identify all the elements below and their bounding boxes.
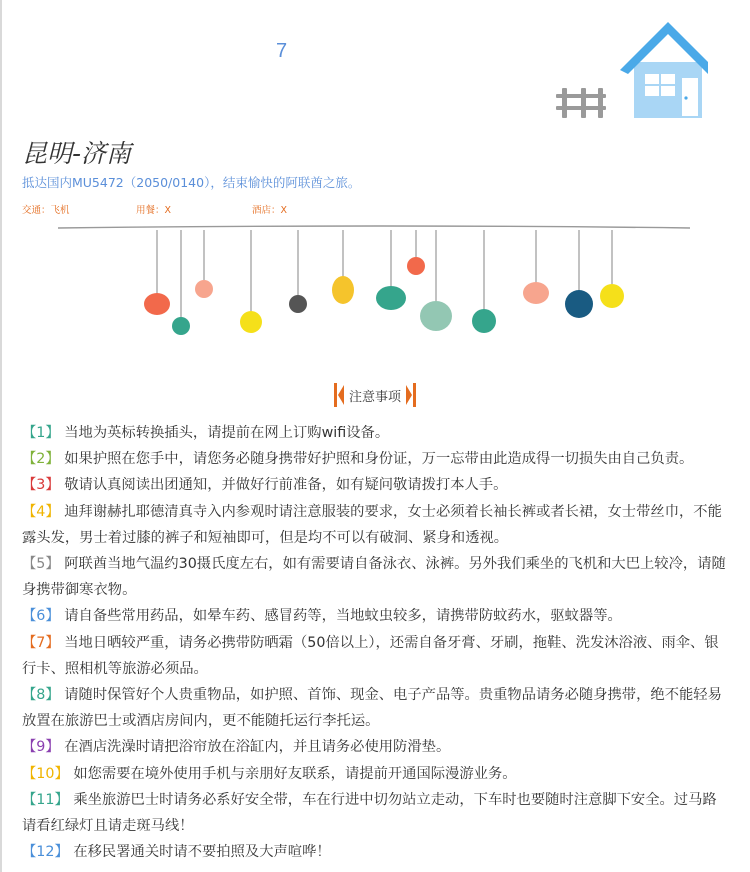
note-text: 敬请认真阅读出团通知，并做好行前准备，如有疑问敬请拨打本人手。: [64, 477, 508, 494]
transport-info: 交通：飞机: [22, 205, 70, 216]
note-text: 迪拜谢赫扎耶德清真寺入内参观时请注意服装的要求，女士必须着长袖长裤或者长裙，女士带丝巾，不能露头发，男士着过膝的裤子和短袖即可，但是均不可以有破洞、紧身和透视。: [22, 503, 722, 546]
left-bracket-icon: [334, 383, 345, 407]
note-number: 【5】: [22, 556, 65, 573]
note-item: [22, 472, 728, 498]
garland-balls: [144, 257, 624, 335]
note-item: [22, 839, 728, 865]
right-bracket-icon: [405, 383, 416, 407]
note-number: 【3】: [22, 477, 65, 494]
day-number: 7: [276, 40, 288, 62]
note-text: 在移民署通关时请不要拍照及大声喧哗！: [73, 844, 331, 861]
note-text: 当地为英标转换插头，请提前在网上订购wifi设备。: [64, 425, 390, 441]
note-text: 如果护照在您手中，请您务必随身携带好护照和身份证，万一忘带由此造成得一切损失由自己负责。: [64, 451, 694, 468]
note-number: 【10】: [22, 765, 74, 782]
note-number: 【1】: [22, 425, 65, 441]
note-text: 在酒店洗澡时请把浴帘放在浴缸内，并且请务必使用防滑垫。: [64, 739, 451, 756]
note-item: [22, 499, 728, 551]
hanging-garland-illustration: [0, 222, 750, 347]
note-text: 如您需要在境外使用手机与亲朋好友联系，请提前开通国际漫游业务。: [73, 765, 517, 782]
note-number: 【7】: [22, 634, 65, 651]
section-title: 注意事项: [348, 389, 401, 405]
section-header: [320, 382, 430, 408]
note-item: [22, 761, 728, 787]
note-number: 【12】: [22, 844, 74, 861]
note-number: 【11】: [22, 791, 74, 808]
left-border: [0, 0, 2, 872]
house-illustration: [548, 14, 708, 124]
house-icon: [620, 22, 708, 118]
note-text: 请随时保管好个人贵重物品，如护照、首饰、现金、电子产品等。贵重物品请务必随身携带，绝不能轻易放置在旅游巴士或酒店房间内，更不能随托运行李托运。: [22, 687, 722, 730]
note-item: [22, 734, 728, 760]
note-text: 当地日晒较严重，请务必携带防晒霜（50倍以上），还需自备牙膏、牙刷，拖鞋、洗发沐浴液、雨伞、银行卡、照相机等旅游必须品。: [22, 634, 719, 677]
meals-info: 用餐：X: [136, 205, 172, 216]
note-text: 请自备些常用药品，如晕车药、感冒药等，当地蚊虫较多，请携带防蚊药水，驱蚊器等。: [64, 608, 622, 625]
flight-info: 抵达国内MU5472（2050/0140），结束愉快的阿联酋之旅。: [22, 175, 361, 190]
note-number: 【9】: [22, 739, 65, 756]
note-item: [22, 630, 728, 682]
note-text: 阿联酋当地气温约30摄氏度左右，如有需要请自备泳衣、泳裤。另外我们乘坐的飞机和大巴上较冷，请随身携带御寒衣物。: [22, 556, 726, 599]
route-title: 昆明-济南: [22, 139, 132, 168]
fence-icon: [556, 88, 606, 118]
note-item: [22, 551, 728, 603]
notes-list: [22, 420, 728, 865]
note-item: [22, 682, 728, 734]
note-item: [22, 420, 728, 446]
note-item: [22, 446, 728, 472]
note-text: 乘坐旅游巴士时请务必系好安全带，车在行进中切勿站立走动，下车时也要随时注意脚下安全。过马路请看红绿灯且请走斑马线！: [22, 791, 717, 835]
note-item: [22, 603, 728, 629]
note-number: 【6】: [22, 608, 65, 625]
hotel-info: 酒店：X: [252, 205, 288, 216]
note-number: 【2】: [22, 451, 65, 468]
note-number: 【8】: [22, 687, 65, 704]
note-number: 【4】: [22, 503, 65, 520]
note-item: [22, 787, 728, 839]
